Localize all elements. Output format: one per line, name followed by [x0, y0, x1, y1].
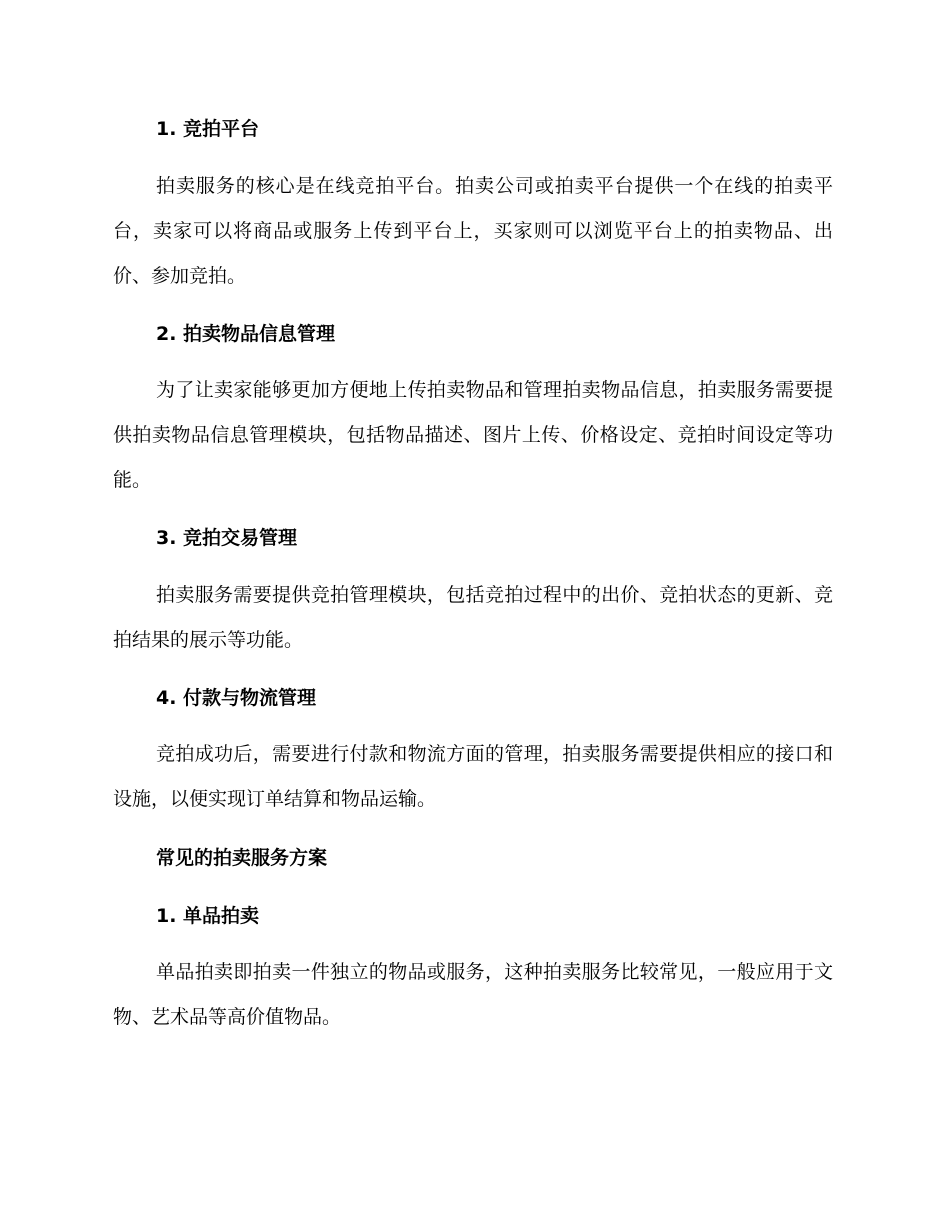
section-heading-common-solutions: 常见的拍卖服务方案: [156, 847, 328, 869]
section-heading-single-item-auction: 1. 单品拍卖: [156, 905, 260, 927]
section-paragraph-payment-logistics: 竞拍成功后，需要进行付款和物流方面的管理，拍卖服务需要提供相应的接口和设施，以便实现订单结算和物品运输。: [113, 743, 833, 810]
section-heading-item-info-management: 2. 拍卖物品信息管理: [156, 323, 336, 345]
section-heading-competitive-platform: 1. 竞拍平台: [156, 118, 260, 140]
section-heading-payment-logistics: 4. 付款与物流管理: [156, 687, 317, 709]
section-heading-trade-management: 3. 竞拍交易管理: [156, 527, 298, 549]
section-paragraph-competitive-platform: 拍卖服务的核心是在线竞拍平台。拍卖公司或拍卖平台提供一个在线的拍卖平台，卖家可以将商品或服务上传到平台上，买家则可以浏览平台上的拍卖物品、出价、参加竞拍。: [113, 175, 833, 287]
section-paragraph-single-item-auction: 单品拍卖即拍卖一件独立的物品或服务，这种拍卖服务比较常见，一般应用于文物、艺术品等高价值物品。: [113, 961, 833, 1028]
section-paragraph-item-info-management: 为了让卖家能够更加方便地上传拍卖物品和管理拍卖物品信息，拍卖服务需要提供拍卖物品信息管理模块，包括物品描述、图片上传、价格设定、竞拍时间设定等功能。: [113, 379, 833, 491]
section-paragraph-trade-management: 拍卖服务需要提供竞拍管理模块，包括竞拍过程中的出价、竞拍状态的更新、竞拍结果的展示等功能。: [113, 584, 833, 651]
